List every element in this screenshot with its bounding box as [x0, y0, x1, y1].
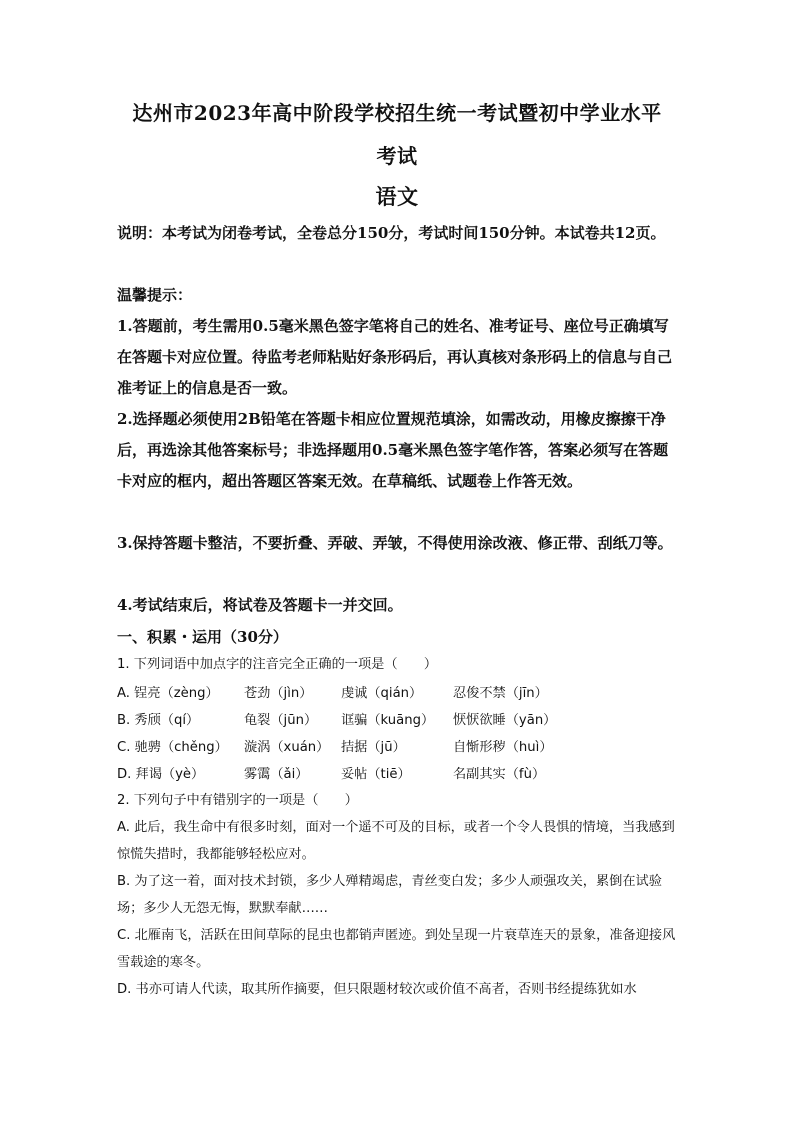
- question-1-options: [117, 678, 677, 786]
- option-c-word-1: C. 驰骋（chěng）: [117, 740, 228, 755]
- exam-title-line2: 考试: [376, 144, 418, 168]
- subject-title: 语文: [375, 184, 419, 209]
- option-b-word-1: B. 秀颀（qí）: [117, 713, 200, 728]
- option-a-word-3: 虔诚（qián）: [341, 686, 423, 701]
- option-b-word-2: 龟裂（jūn）: [244, 713, 318, 728]
- tip-2: 2.选择题必须使用2B铅笔在答题卡相应位置规范填涂，如需改动，用橡皮擦擦干净后，再选涂其他答案标号；非选择题用0.5毫米黑色签字笔作答，答案必须写在答题卡对应的框内，超出答题区答案无效。在草稿纸、试题卷上作答无效。: [117, 410, 669, 490]
- option-row-b: [117, 705, 677, 732]
- option-c-word-4: 自惭形秽（huì）: [453, 740, 553, 755]
- question-2-stem: 2. 下列句子中有错别字的一项是（ ）: [117, 793, 358, 808]
- option-row-c: [117, 732, 677, 759]
- tips-label: 温馨提示：: [117, 286, 193, 304]
- exam-title-line1: 达州市2023年高中阶段学校招生统一考试暨初中学业水平: [132, 101, 662, 125]
- option-c-word-2: 漩涡（xuán）: [244, 740, 330, 755]
- option-row-d: [117, 759, 677, 786]
- tip-3: 3.保持答题卡整洁，不要折叠、弄破、弄皱，不得使用涂改液、修正带、刮纸刀等。: [117, 534, 673, 552]
- option-b-word-3: 诓骗（kuāng）: [341, 713, 435, 728]
- question-2-option-c: C. 北雁南飞，活跃在田间草际的昆虫也都销声匿迹。到处呈现一片衰草连天的景象，准备迎接风雪载途的寒冬。: [117, 928, 676, 970]
- option-a-word-1: A. 锃亮（zèng）: [117, 686, 219, 701]
- tip-4: 4.考试结束后，将试卷及答题卡一并交回。: [117, 596, 403, 614]
- question-2-options: [117, 814, 677, 1003]
- question-2-option-b: B. 为了这一着，面对技术封锁，多少人殚精竭虑，青丝变白发；多少人顽强攻关，累倒在试验场；多少人无怨无悔，默默奉献……: [117, 874, 662, 916]
- option-d-word-4: 名副其实（fù）: [453, 767, 546, 782]
- question-1-stem: 1. 下列词语中加点字的注音完全正确的一项是（ ）: [117, 657, 438, 672]
- option-row-a: [117, 678, 677, 705]
- option-c-word-3: 拮据（jū）: [341, 740, 406, 755]
- tip-1: 1.答题前，考生需用0.5毫米黑色签字笔将自己的姓名、准考证号、座位号正确填写在答题卡对应位置。待监考老师粘贴好条形码后，再认真核对条形码上的信息与自己准考证上的信息是否一致。: [117, 317, 673, 397]
- option-d-word-3: 妥帖（tiē）: [341, 767, 411, 782]
- question-2-option-d: D. 书亦可请人代读，取其所作摘要，但只限题材较次或价值不高者，否则书经提练犹如水: [117, 982, 637, 997]
- option-d-word-1: D. 拜谒（yè）: [117, 767, 205, 782]
- option-a-word-4: 忍俊不禁（jīn）: [453, 686, 548, 701]
- section-heading: 一、积累・运用（30分）: [117, 628, 288, 646]
- option-b-word-4: 恹恹欲睡（yān）: [453, 713, 557, 728]
- exam-note: 说明：本考试为闭卷考试，全卷总分150分，考试时间150分钟。本试卷共12页。: [117, 224, 666, 242]
- option-a-word-2: 苍劲（jìn）: [244, 686, 313, 701]
- question-2-option-a: A. 此后，我生命中有很多时刻，面对一个遥不可及的目标，或者一个令人畏惧的情境，当我感到惊慌失措时，我都能够轻松应对。: [117, 820, 675, 862]
- option-d-word-2: 雾霭（ǎi）: [244, 767, 309, 782]
